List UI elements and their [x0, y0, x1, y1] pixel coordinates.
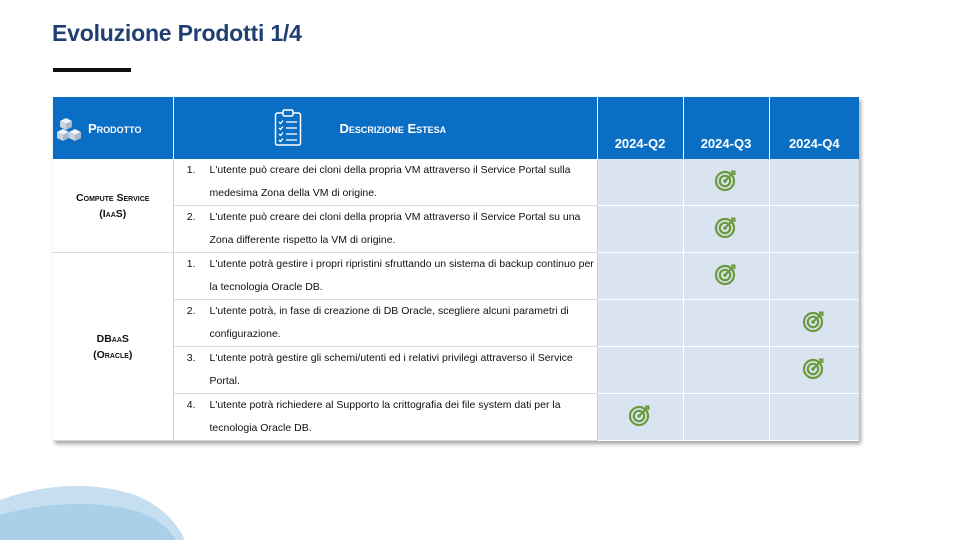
- item-number: 1.: [186, 258, 196, 270]
- clipboard-checklist-icon: [274, 109, 302, 147]
- header-quarter: 2024-Q3: [683, 97, 769, 159]
- quarter-cell: [683, 253, 769, 300]
- table-row: [53, 206, 859, 253]
- item-number: 2.: [186, 211, 196, 223]
- table-header-row: [53, 97, 859, 159]
- item-description: L'utente potrà gestire gli schemi/utenti ed i relativi privilegi attraverso il Service Portal.: [209, 352, 573, 387]
- item-description: L'utente potrà gestire i propri ripristini sfruttando un sistema di backup continuo per la tecnologia Oracle DB.: [209, 258, 594, 293]
- quarter-cell: [683, 159, 769, 206]
- cubes-icon: [57, 115, 83, 141]
- product-name: Compute Service: [76, 191, 150, 204]
- item-description: L'utente potrà richiedere al Supporto la crittografia dei file system dati per la tecnologia Oracle DB.: [209, 399, 561, 434]
- table-row: [53, 253, 859, 300]
- quarter-cell: [597, 300, 683, 347]
- quarter-cell: [683, 206, 769, 253]
- target-icon: [714, 262, 738, 291]
- target-icon: [714, 215, 738, 244]
- target-icon: [714, 168, 738, 197]
- item-number: 3.: [186, 352, 196, 364]
- item-number: 1.: [186, 164, 196, 176]
- item-number: 4.: [186, 399, 196, 411]
- quarter-cell: [683, 394, 769, 441]
- title-underline: [53, 68, 131, 72]
- quarter-cell: [683, 300, 769, 347]
- table-row: [53, 347, 859, 394]
- quarter-cell: [769, 159, 859, 206]
- table-row: [53, 300, 859, 347]
- quarter-cell: [597, 206, 683, 253]
- header-quarter: 2024-Q2: [597, 97, 683, 159]
- description-cell: [173, 159, 597, 206]
- quarter-cell: [683, 347, 769, 394]
- item-number: 2.: [186, 305, 196, 317]
- target-icon: [802, 356, 826, 385]
- description-cell: [173, 347, 597, 394]
- description-cell: [173, 206, 597, 253]
- product-cell: [53, 253, 173, 441]
- target-icon: [802, 309, 826, 338]
- quarter-cell: [597, 394, 683, 441]
- item-description: L'utente può creare dei cloni della propria VM attraverso il Service Portal sulla medesima Zona della VM di origine.: [209, 164, 571, 199]
- item-description: L'utente potrà, in fase di creazione di DB Oracle, scegliere alcuni parametri di configurazione.: [209, 305, 569, 340]
- product-roadmap-table: [53, 97, 859, 441]
- quarter-cell: [769, 253, 859, 300]
- quarter-cell: [597, 347, 683, 394]
- description-cell: [173, 394, 597, 441]
- description-cell: [173, 253, 597, 300]
- table-row: [53, 159, 859, 206]
- product-name: DBaaS: [96, 332, 129, 345]
- quarter-cell: [769, 206, 859, 253]
- quarter-cell: [769, 394, 859, 441]
- quarter-cell: [769, 300, 859, 347]
- header-quarter: 2024-Q4: [769, 97, 859, 159]
- decorative-wave: [0, 440, 200, 540]
- product-subtitle: (Oracle): [93, 348, 133, 361]
- header-description-label: Descrizione Estesa: [339, 120, 447, 136]
- header-description: [173, 97, 597, 159]
- quarter-cell: [597, 253, 683, 300]
- page-title: Evoluzione Prodotti 1/4: [52, 20, 302, 46]
- product-cell: [53, 159, 173, 253]
- table-row: [53, 394, 859, 441]
- header-product-label: Prodotto: [88, 120, 142, 136]
- product-subtitle: (IaaS): [99, 207, 127, 220]
- target-icon: [628, 403, 652, 432]
- header-product: [53, 97, 173, 159]
- quarter-cell: [597, 159, 683, 206]
- description-cell: [173, 300, 597, 347]
- quarter-cell: [769, 347, 859, 394]
- item-description: L'utente può creare dei cloni della propria VM attraverso il Service Portal su una Zona differente rispetto la VM di origine.: [209, 211, 581, 246]
